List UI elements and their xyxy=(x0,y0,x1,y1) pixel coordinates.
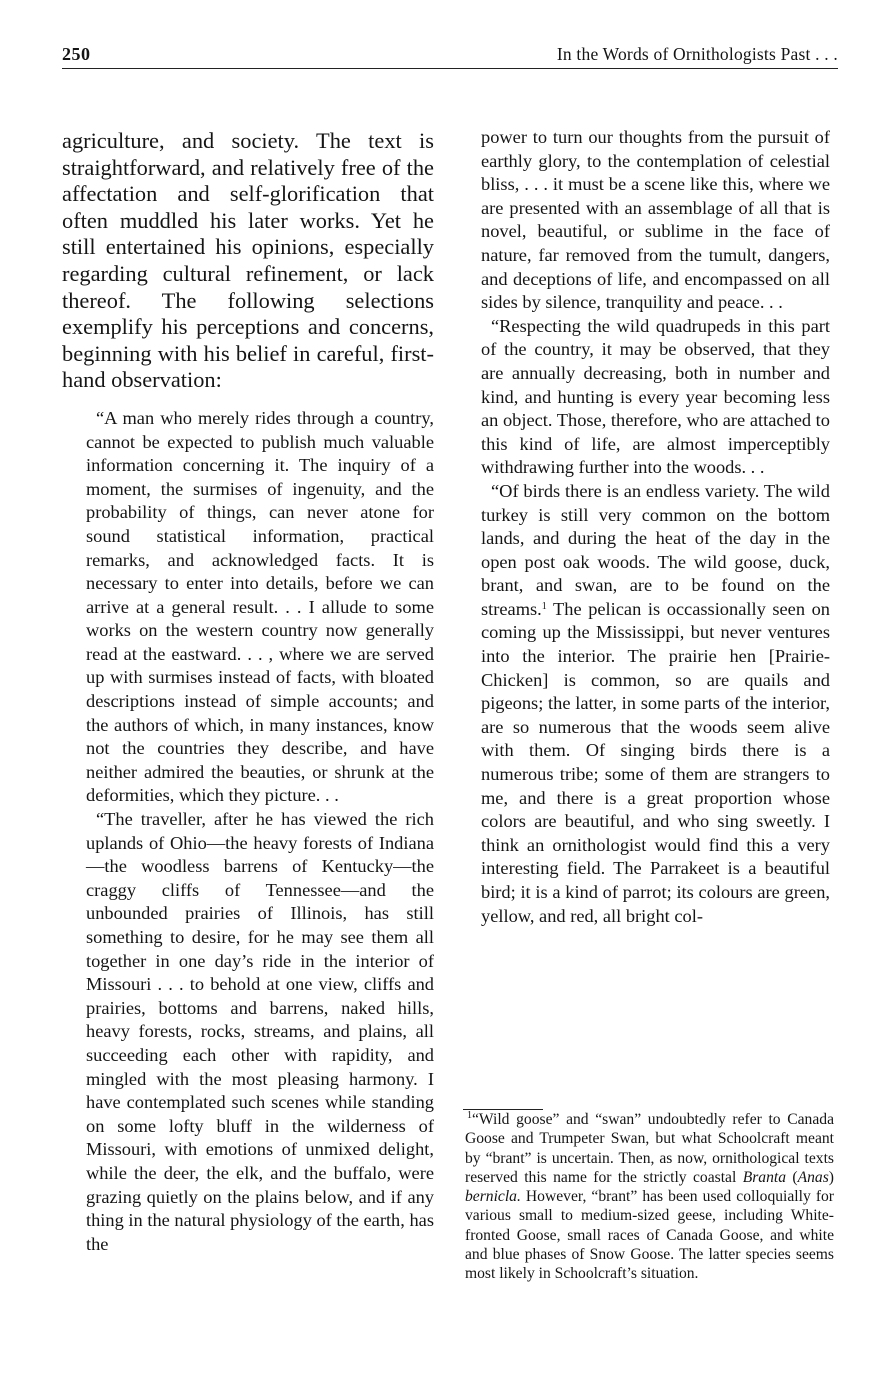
footnote-italic-species: bernicla. xyxy=(465,1188,521,1206)
footnote-text: “Wild goose” and “swan” undoubtedly refer to Canada Goose and Trumpeter Swan, but what Schoolcraft meant by “brant” is uncertain. Then, as now, ornithological texts reserved this name for the strictly coastal xyxy=(465,1111,834,1186)
lead-paragraph: agriculture, and society. The text is straightforward, and relatively free of the affectation and self-glorification that often muddled his later works. Yet he still entertained his opinions, especially regarding cultural refinement, or lack thereof. The following selections exemplify his perceptions and concerns, beginning with his belief in careful, first-hand observation: xyxy=(62,128,434,393)
footnote-italic-genus: Branta xyxy=(742,1168,787,1186)
quote-paragraph: “The traveller, after he has viewed the rich uplands of Ohio—the heavy forests of Indiana—the woodless barrens of Kentucky—the craggy cliffs of Tennessee—and the unbounded prairies of Illinois, has still something to desire, for he may see them all together in one day’s ride in the interior of Missouri . . . to behold at one view, cliffs and prairies, bottoms and barrens, naked hills, heavy forests, rocks, streams, and plains, all succeeding each other with rapidity, and mingled with the most pleasing harmony. I have contemplated such scenes while standing on some lofty bluff in the wilderness of Missouri, with emotions of unmixed delight, while the deer, the elk, and the buffalo, were grazing quietly on the plains below, and if any thing in the natural physiology of the earth, has the xyxy=(86,809,434,1254)
right-column xyxy=(481,126,830,928)
footnote-text: However, “brant” has been used colloquially for various small to medium-sized geese, including White-fronted Goose, small races of Canada Goose, and white and blue phases of Snow Goose. The latter species seems most likely in Schoolcraft’s situation. xyxy=(465,1188,834,1283)
quote-paragraph xyxy=(481,480,830,928)
footnote-marker: 1 xyxy=(467,1110,472,1121)
quote-paragraph: “A man who merely rides through a country, cannot be expected to publish much valuable information concerning it. The inquiry of a moment, the surmises of ingenuity, and the probability of things, can never atone for sound statistical information, practical remarks, and acknowledged facts. It is necessary to enter into details, before we can arrive at a general result. . . I allude to some works on the western country now generally read at the eastward. . . , where we are served up with surmises instead of facts, with bloated descriptions instead of simple accounts; and the authors of which, in many instances, know not the countries they describe, and have neither admired the beauties, or shrunk at the deformities, which they picture. . . xyxy=(86,407,434,806)
page-number: 250 xyxy=(62,44,91,64)
left-column xyxy=(62,128,434,1256)
quote-paragraph: “Respecting the wild quadrupeds in this part of the country, it may be observed, that they are annually decreasing, both in number and kind, and hunting is every year becoming less an object. Those, therefore, who are attached to this kind of life, are almost imperceptibly withdrawing further into the woods. . . xyxy=(481,315,830,478)
quote-paragraph: power to turn our thoughts from the pursuit of earthly glory, to the contemplation of celestial bliss, . . . it must be a scene like this, where we are presented with an assemblage of all that is novel, beautiful, or sublime in the face of nature, far removed from the tumult, dangers, and deceptions of life, and encompassed on all sides by silence, tranquility and peace. . . xyxy=(481,127,830,313)
quote-text: “Of birds there is an endless variety. The wild turkey is still very common on the bottom lands, and during the heat of the day in the open post oak woods. The wild goose, duck, brant, and swan, are to be found on the streams. xyxy=(481,480,830,619)
header-rule xyxy=(62,68,838,69)
block-quote xyxy=(86,407,434,1256)
footnote-text: ) xyxy=(828,1168,834,1186)
running-title: In the Words of Ornithologists Past . . . xyxy=(556,44,838,64)
footnote xyxy=(465,1110,834,1284)
footnote-italic-alt-genus: Anas xyxy=(797,1168,829,1186)
footnote-text: ( xyxy=(786,1168,798,1186)
footnote-reference[interactable]: 1 xyxy=(541,600,547,612)
quote-text: The pelican is occassionally seen on coming up the Mississippi, but never ventures into the interior. The prairie hen [Prairie-Chicken] is common, so are quails and pigeons; the latter, in some parts of the interior, are so numerous that the woods seem alive with them. Of singing birds there is a numerous tribe; some of them are strangers to me, and there is a great proportion whose colors are beautiful, and who sing sweetly. I think an ornithologist would find this a very interesting field. The Parrakeet is a beautiful bird; it is a kind of parrot; its colours are green, yellow, and red, all bright col- xyxy=(481,598,830,926)
running-head xyxy=(62,44,838,70)
